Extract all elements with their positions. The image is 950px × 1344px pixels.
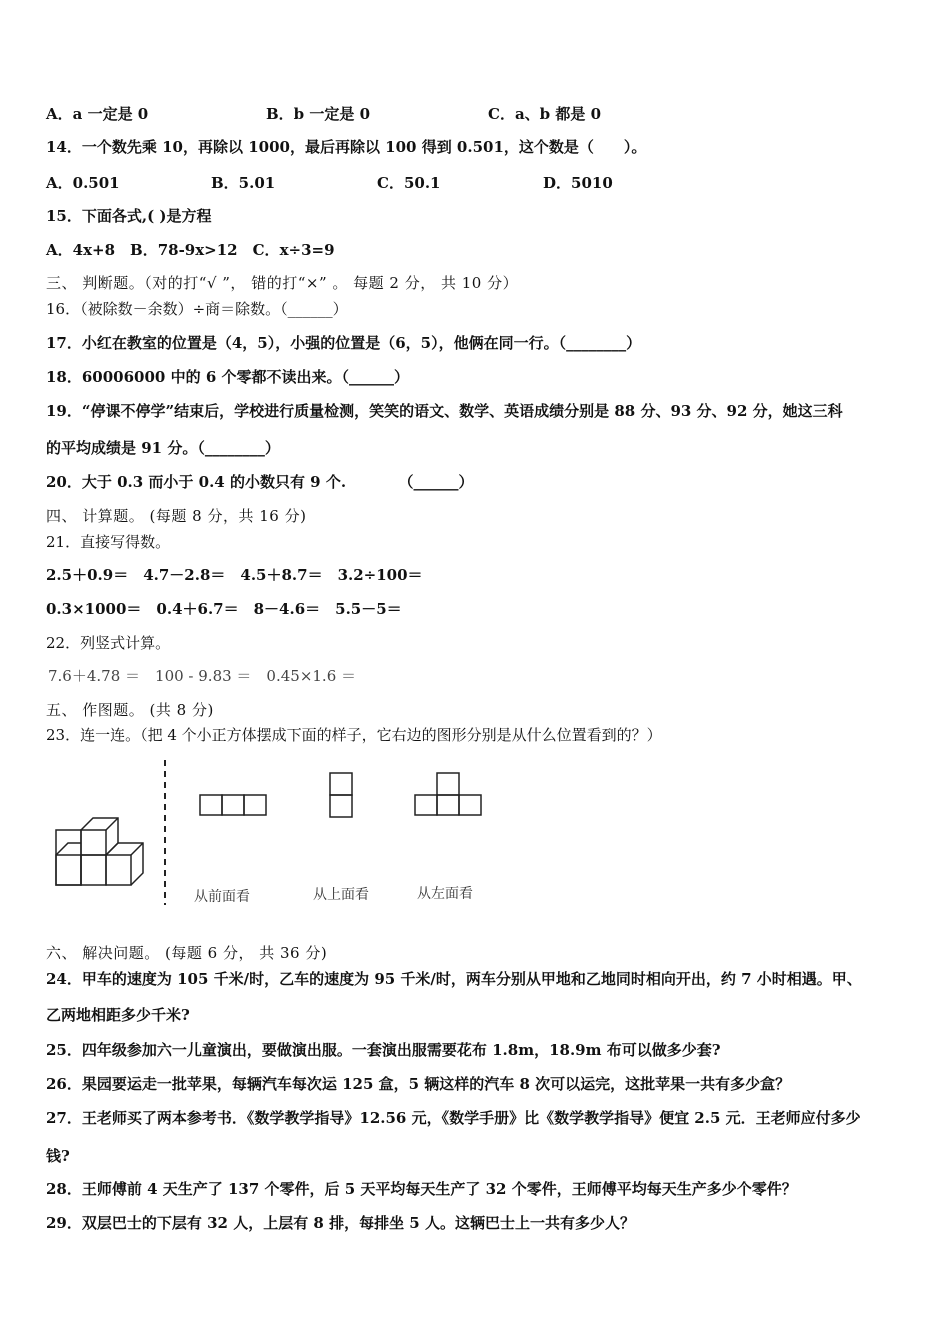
q15-options: A．4x+8 B．78-9x>12 C．x÷3=9: [46, 241, 335, 259]
q29: 29．双层巴士的下层有 32 人，上层有 8 排，每排坐 5 人。这辆巴士上一共有多少人？: [46, 1214, 635, 1232]
q21-row1: 2.5＋0.9＝ 4.7－2.8＝ 4.5＋8.7＝ 3.2÷100＝: [46, 566, 423, 584]
section-3-heading: 三、 判断题。（对的打“√ ”， 错的打“×” 。 每题 2 分， 共 10 分）: [46, 274, 519, 292]
label-top-view: 从上面看: [313, 887, 369, 903]
q14-stem: 14．一个数先乘 10，再除以 1000，最后再除以 100 得到 0.501，这个数是（ ）。: [46, 138, 647, 156]
section-5-heading: 五、 作图题。 (共 8 分): [46, 701, 214, 719]
top-view-shape: [330, 773, 352, 817]
q13-option-b: B．b 一定是 0: [266, 105, 371, 123]
q21-row2: 0.3×1000＝ 0.4＋6.7＝ 8－4.6＝ 5.5－5＝: [46, 600, 402, 618]
section-6-heading: 六、 解决问题。 (每题 6 分， 共 36 分): [46, 944, 328, 962]
q23-stem: 23．连一连。（把 4 个小正方体摆成下面的样子，它右边的图形分别是从什么位置看到的？）: [46, 726, 662, 744]
q27-line1: 27．王老师买了两本参考书．《数学教学指导》12.56 元，《数学手册》比《数学教学指导》便宜 2.5 元．王老师应付多少: [46, 1109, 861, 1127]
q27-line2: 钱?: [46, 1147, 70, 1165]
q17: 17．小红在教室的位置是（4，5），小强的位置是（6，5），他俩在同一行。（________）: [46, 334, 642, 352]
cube-stack-drawing: [56, 818, 143, 885]
q21-stem: 21．直接写得数。: [46, 533, 171, 551]
left-view-shape: [415, 773, 481, 815]
front-view-shape: [200, 795, 266, 815]
q13-option-c: C．a、b 都是 0: [488, 105, 602, 123]
q14-option-d: D．5010: [543, 174, 613, 192]
q13-option-a: A．a 一定是 0: [46, 105, 149, 123]
q20: 20．大于 0.3 而小于 0.4 的小数只有 9 个. （______）: [46, 473, 474, 491]
q25: 25．四年级参加六一儿童演出，要做演出服。一套演出服需要花布 1.8m，18.9m 布可以做多少套?: [46, 1041, 721, 1059]
q14-option-c: C．50.1: [377, 174, 441, 192]
q24-line2: 乙两地相距多少千米?: [46, 1006, 190, 1024]
q28: 28．王师傅前 4 天生产了 137 个零件，后 5 天平均每天生产了 32 个零件，王师傅平均每天生产多少个零件？: [46, 1180, 797, 1198]
q16: 16．（被除数－余数）÷商＝除数。（______）: [46, 300, 348, 318]
q18: 18．60006000 中的 6 个零都不读出来。（______）: [46, 368, 409, 386]
q26: 26．果园要运走一批苹果，每辆汽车每次运 125 盒，5 辆这样的汽车 8 次可以运完，这批苹果一共有多少盒？: [46, 1075, 791, 1093]
q22-stem: 22．列竖式计算。: [46, 634, 171, 652]
label-left-view: 从左面看: [417, 886, 473, 902]
q14-option-b: B．5.01: [211, 174, 276, 192]
q22-expressions: 7.6＋4.78 ＝ 100 - 9.83 ＝ 0.45×1.6 ＝: [48, 667, 357, 685]
q24-line1: 24．甲车的速度为 105 千米/时，乙车的速度为 95 千米/时，两车分别从甲地和乙地同时相向开出，约 7 小时相遇。甲、: [46, 970, 862, 988]
q19-line1: 19．“停课不停学”结束后，学校进行质量检测，笑笑的语文、数学、英语成绩分别是 88 分、93 分、92 分，她这三科: [46, 402, 843, 420]
q19-line2: 的平均成绩是 91 分。（________）: [46, 439, 280, 457]
q14-option-a: A．0.501: [46, 174, 120, 192]
q23-figure: [46, 755, 496, 915]
q15-stem: 15．下面各式,( )是方程: [46, 207, 212, 225]
section-4-heading: 四、 计算题。 (每题 8 分，共 16 分): [46, 507, 307, 525]
label-front-view: 从前面看: [194, 889, 250, 905]
